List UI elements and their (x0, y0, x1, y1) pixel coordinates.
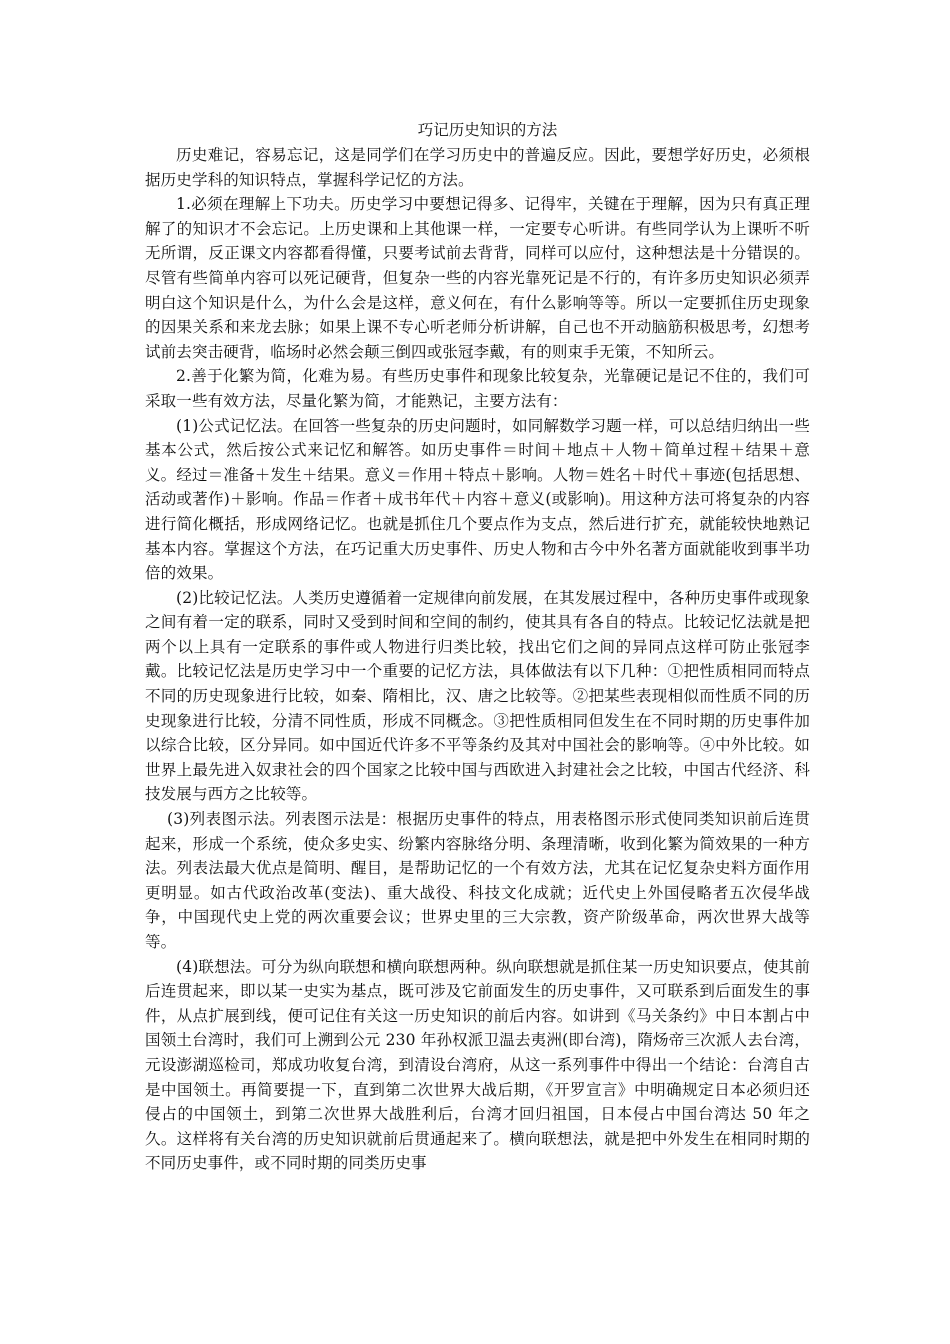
paragraph-intro: 历史难记，容易忘记，这是同学们在学习历史中的普遍反应。因此，要想学好历史，必须根据历史学科的知识特点，掌握科学记忆的方法。 (145, 146, 810, 189)
paragraph-table-method: (3)列表图示法。列表图示法是：根据历史事件的特点，用表格图示形式使同类知识前后连贯起来，形成一个系统，使众多史实、纷繁内容脉络分明、条理清晰，收到化繁为简效果的一种方法。列表法最大优点是简明、醒目，是帮助记忆的一个有效方法，尤其在记忆复杂史料方面作用更明显。如古代政治改革(变法)、重大战役、科技文化成就；近代史上外国侵略者五次侵华战争，中国现代史上党的两次重要会议；世界史里的三大宗教，资产阶级革命，两次世界大战等等。 (145, 810, 810, 951)
paragraph-2-simplify: 2.善于化繁为简，化难为易。有些历史事件和现象比较复杂，光靠硬记是记不住的，我们可采取一些有效方法，尽量化繁为简，才能熟记，主要方法有： (145, 367, 810, 410)
document-title: 巧记历史知识的方法 (417, 121, 558, 139)
document-page (145, 118, 810, 1176)
paragraph-1-understanding: 1.必须在理解上下功夫。历史学习中要想记得多、记得牢，关键在于理解，因为只有真正理解了的知识才不会忘记。上历史课和上其他课一样，一定要专心听讲。有些同学认为上课听不听无所谓，反正课文内容都看得懂，只要考试前去背背，同样可以应付，这种想法是十分错误的。尽管有些简单内容可以死记硬背，但复杂一些的内容光靠死记是不行的，有许多历史知识必须弄明白这个知识是什么，为什么会是这样，意义何在，有什么影响等等。所以一定要抓住历史现象的因果关系和来龙去脉；如果上课不专心听老师分析讲解，自己也不开动脑筋积极思考，幻想考试前去突击硬背，临场时必然会颠三倒四或张冠李戴，有的则束手无策，不知所云。 (145, 195, 810, 361)
paragraph-association-method: (4)联想法。可分为纵向联想和横向联想两种。纵向联想就是抓住某一历史知识要点，使其前后连贯起来，即以某一史实为基点，既可涉及它前面发生的历史事件，又可联系到后面发生的事件，从点扩展到线，便可记住有关这一历史知识的前后内容。如讲到《马关条约》中日本割占中国领土台湾时，我们可上溯到公元 230 年孙权派卫温去夷洲(即台湾)，隋炀帝三次派人去台湾，元设澎湖巡检司，郑成功收复台湾，到清设台湾府，从这一系列事件中得出一个结论：台湾自古是中国领土。再简要提一下，直到第二次世界大战后期，《开罗宣言》中明确规定日本必须归还侵占的中国领土，到第二次世界大战胜利后，台湾才回归祖国，日本侵占中国台湾达 50 年之久。这样将有关台湾的历史知识就前后贯通起来了。横向联想法，就是把中外发生在相同时期的不同历史事件，或不同时期的同类历史事 (145, 957, 810, 1173)
paragraph-formula-method: (1)公式记忆法。在回答一些复杂的历史问题时，如同解数学习题一样，可以总结归纳出一些基本公式，然后按公式来记忆和解答。如历史事件＝时间＋地点＋人物＋简单过程＋结果＋意义。经过＝准备＋发生＋结果。意义＝作用＋特点＋影响。人物＝姓名＋时代＋事迹(包括思想、活动或著作)＋影响。作品＝作者＋成书年代＋内容＋意义(或影响)。用这种方法可将复杂的内容进行简化概括，形成网络记忆。也就是抓住几个要点作为支点，然后进行扩充，就能较快地熟记基本内容。掌握这个方法，在巧记重大历史事件、历史人物和古今中外名著方面就能收到事半功倍的效果。 (145, 416, 810, 583)
paragraph-comparison-method: (2)比较记忆法。人类历史遵循着一定规律向前发展，在其发展过程中，各种历史事件或现象之间有着一定的联系，同时又受到时间和空间的制约，使其具有各自的特点。比较记忆法就是把两个以上具有一定联系的事件或人物进行归类比较，找出它们之间的异同点这样可防止张冠李戴。比较记忆法是历史学习中一个重要的记忆方法，具体做法有以下几种：①把性质相同而特点不同的历史现象进行比较，如秦、隋相比，汉、唐之比较等。②把某些表现相似而性质不同的历史现象进行比较，分清不同性质，形成不同概念。③把性质相同但发生在不同时期的历史事件加以综合比较，区分异同。如中国近代许多不平等条约及其对中国社会的影响等。④中外比较。如世界上最先进入奴隶社会的四个国家之比较中国与西欧进入封建社会之比较，中国古代经济、科技发展与西方之比较等。 (145, 588, 810, 804)
